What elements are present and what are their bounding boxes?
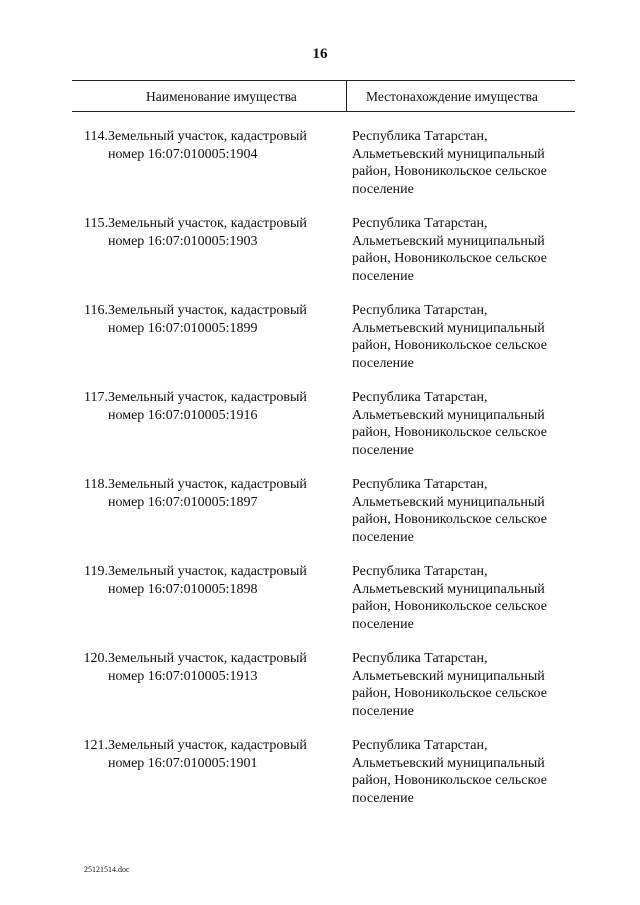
property-name-line: номер 16:07:010005:1899 xyxy=(108,320,258,336)
property-location-line: район, Новоникольское сельское xyxy=(352,773,547,788)
item-number: 116. xyxy=(84,303,108,318)
property-row xyxy=(0,128,640,215)
property-name-line: Земельный участок, кадастровый xyxy=(108,216,307,231)
property-name-line: Земельный участок, кадастровый xyxy=(108,390,307,405)
property-name-line: номер 16:07:010005:1903 xyxy=(108,233,258,249)
property-location-line: Альметьевский муниципальный xyxy=(352,668,545,684)
property-name xyxy=(108,302,340,337)
property-location xyxy=(352,302,582,372)
property-name-line: Земельный участок, кадастровый xyxy=(108,564,307,579)
property-name-line: Земельный участок, кадастровый xyxy=(108,303,307,318)
property-row xyxy=(0,302,640,389)
item-number: 114. xyxy=(84,129,108,144)
property-row xyxy=(0,737,640,824)
page-number: 16 xyxy=(312,46,328,62)
property-location xyxy=(352,215,582,285)
property-name xyxy=(108,389,340,424)
property-row xyxy=(0,650,640,737)
property-name-line: Земельный участок, кадастровый xyxy=(108,477,307,492)
property-location-line: Альметьевский муниципальный xyxy=(352,407,545,423)
property-name xyxy=(108,737,340,772)
property-name-line: номер 16:07:010005:1916 xyxy=(108,407,258,423)
property-location-line: Республика Татарстан, xyxy=(352,216,488,231)
property-name-line: номер 16:07:010005:1898 xyxy=(108,581,258,597)
column-header-name: Наименование имущества xyxy=(146,89,297,104)
property-location-line: поселение xyxy=(352,616,414,632)
header-column-divider xyxy=(346,80,347,111)
property-location xyxy=(352,563,582,633)
property-location-line: поселение xyxy=(352,268,414,284)
item-number: 115. xyxy=(84,216,108,231)
property-location-line: поселение xyxy=(352,703,414,719)
property-location-line: район, Новоникольское сельское xyxy=(352,251,547,266)
property-location-line: район, Новоникольское сельское xyxy=(352,686,547,701)
property-location-line: район, Новоникольское сельское xyxy=(352,338,547,353)
header-top-rule xyxy=(72,80,575,81)
property-name xyxy=(108,128,340,163)
property-name xyxy=(108,215,340,250)
property-location xyxy=(352,737,582,807)
property-row xyxy=(0,476,640,563)
property-location-line: Альметьевский муниципальный xyxy=(352,320,545,336)
item-number: 119. xyxy=(84,564,108,579)
item-number: 117. xyxy=(84,390,108,405)
property-name-line: номер 16:07:010005:1904 xyxy=(108,146,258,162)
property-location-line: поселение xyxy=(352,181,414,197)
item-number: 118. xyxy=(84,477,108,492)
item-number: 121. xyxy=(83,738,108,753)
property-location-line: Республика Татарстан, xyxy=(352,303,488,318)
property-name-line: Земельный участок, кадастровый xyxy=(108,651,307,666)
property-name xyxy=(108,650,340,685)
column-header-location: Местонахождение имущества xyxy=(366,89,538,104)
property-location-line: Альметьевский муниципальный xyxy=(352,494,545,510)
property-location-line: Альметьевский муниципальный xyxy=(352,233,545,249)
property-name-line: номер 16:07:010005:1913 xyxy=(108,668,258,684)
property-row xyxy=(0,563,640,650)
property-location-line: Республика Татарстан, xyxy=(352,477,488,492)
property-location-line: Альметьевский муниципальный xyxy=(352,581,545,597)
property-row xyxy=(0,389,640,476)
property-location-line: поселение xyxy=(352,529,414,545)
property-location-line: район, Новоникольское сельское xyxy=(352,599,547,614)
property-location-line: район, Новоникольское сельское xyxy=(352,164,547,179)
property-location-line: поселение xyxy=(352,442,414,458)
property-location xyxy=(352,650,582,720)
header-bottom-rule xyxy=(72,111,575,112)
property-location-line: район, Новоникольское сельское xyxy=(352,512,547,527)
property-name-line: номер 16:07:010005:1901 xyxy=(108,755,258,771)
property-location-line: поселение xyxy=(352,790,414,806)
property-location-line: Республика Татарстан, xyxy=(352,564,488,579)
property-location-line: Республика Татарстан, xyxy=(352,738,488,753)
item-number: 120. xyxy=(83,651,108,666)
property-location xyxy=(352,476,582,546)
property-location-line: Альметьевский муниципальный xyxy=(352,146,545,162)
file-name-footer: 25121514.doc xyxy=(84,865,130,874)
property-name-line: Земельный участок, кадастровый xyxy=(108,738,307,753)
property-name xyxy=(108,476,340,511)
property-location-line: Республика Татарстан, xyxy=(352,129,488,144)
property-location-line: Республика Татарстан, xyxy=(352,651,488,666)
property-name-line: номер 16:07:010005:1897 xyxy=(108,494,258,510)
property-list xyxy=(0,128,640,824)
property-location-line: Республика Татарстан, xyxy=(352,390,488,405)
property-location xyxy=(352,389,582,459)
property-location xyxy=(352,128,582,198)
property-location-line: район, Новоникольское сельское xyxy=(352,425,547,440)
property-row xyxy=(0,215,640,302)
property-location-line: поселение xyxy=(352,355,414,371)
property-name-line: Земельный участок, кадастровый xyxy=(108,129,307,144)
property-name xyxy=(108,563,340,598)
property-location-line: Альметьевский муниципальный xyxy=(352,755,545,771)
